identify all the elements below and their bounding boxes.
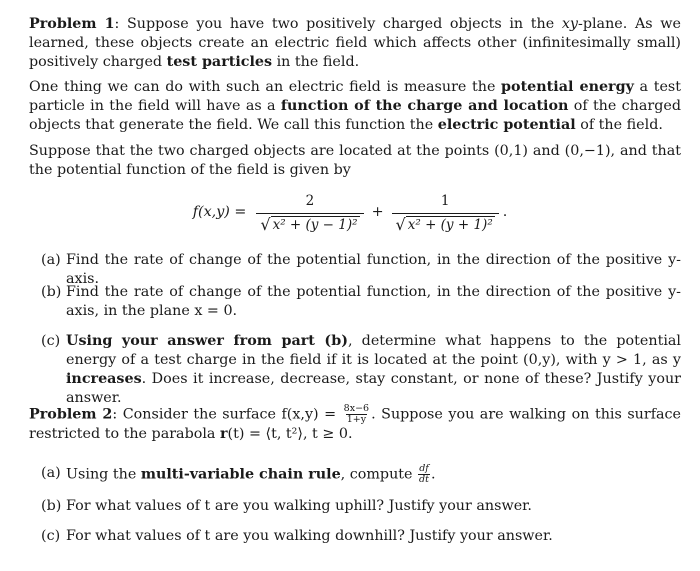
problem1-intro: Problem 1: Suppose you have two positively charged objects in the xy-plane. As we learned, these objects create an electric field which affects other (infinitesimally small) positively charged test particles in the field. bbox=[29, 16, 681, 70]
equation-fraction-1: 2 √ x² + (y − 1)² bbox=[256, 192, 363, 233]
equation-fraction-2: 1 √ x² + (y + 1)² bbox=[392, 192, 499, 233]
equation-lhs: f(x,y) = bbox=[192, 203, 247, 220]
problem2-heading: Problem 2 bbox=[29, 406, 113, 423]
problem1-heading: Problem 1 bbox=[29, 16, 115, 32]
problem2-intro: Problem 2: Consider the surface f(x,y) = $\frac{8x-6}{1+y}$ . Suppose you are walking on this surface restricted to the parabola r(t) = ⟨t, t²⟩, t ≥ 0. bbox=[29, 403, 681, 442]
df-dt-fraction: $\frac{df}{dt}$ bbox=[419, 463, 429, 485]
problem1-part-a: (a) Find the rate of change of the potential function, in the direction of the positive y-axis. bbox=[41, 252, 681, 287]
problem2-part-a: (a) Using the multi-variable chain rule, compute $\frac{df}{dt}$ . bbox=[41, 463, 436, 485]
sqrt-symbol: √ bbox=[260, 214, 271, 234]
problem1-part-c: (c) Using your answer from part (b), determine what happens to the potential energy of a test charge in the field if it is located at the point (0,y), with y > 1, as y increases. Does it increase, decrease, stay constant, or none of these? Justify your answer. bbox=[41, 333, 681, 406]
potential-equation: f(x,y) = 2 √ x² + (y − 1)² + 1 √ x² + (y + 1)² . bbox=[192, 192, 508, 234]
surface-fraction: $\frac{8x-6}{1+y}$ bbox=[343, 403, 370, 425]
problem1-part-b: (b) Find the rate of change of the potential function, in the direction of the positive y-axis, in the plane x = 0. bbox=[41, 284, 681, 319]
sqrt-symbol: √ bbox=[395, 214, 406, 234]
problem1-paragraph-3: Suppose that the two charged objects are located at the points (0,1) and (0,−1), and that the potential function of the field is given by bbox=[29, 143, 681, 178]
problem1-paragraph-2: One thing we can do with such an electric field is measure the potential energy a test particle in the field will have as a function of the charge and location of the charged objects that generate the field. We call this function the electric potential of the field. bbox=[29, 79, 681, 133]
problem2-part-c: (c) For what values of t are you walking downhill? Justify your answer. bbox=[41, 528, 553, 544]
problem2-part-b: (b) For what values of t are you walking uphill? Justify your answer. bbox=[41, 498, 532, 514]
